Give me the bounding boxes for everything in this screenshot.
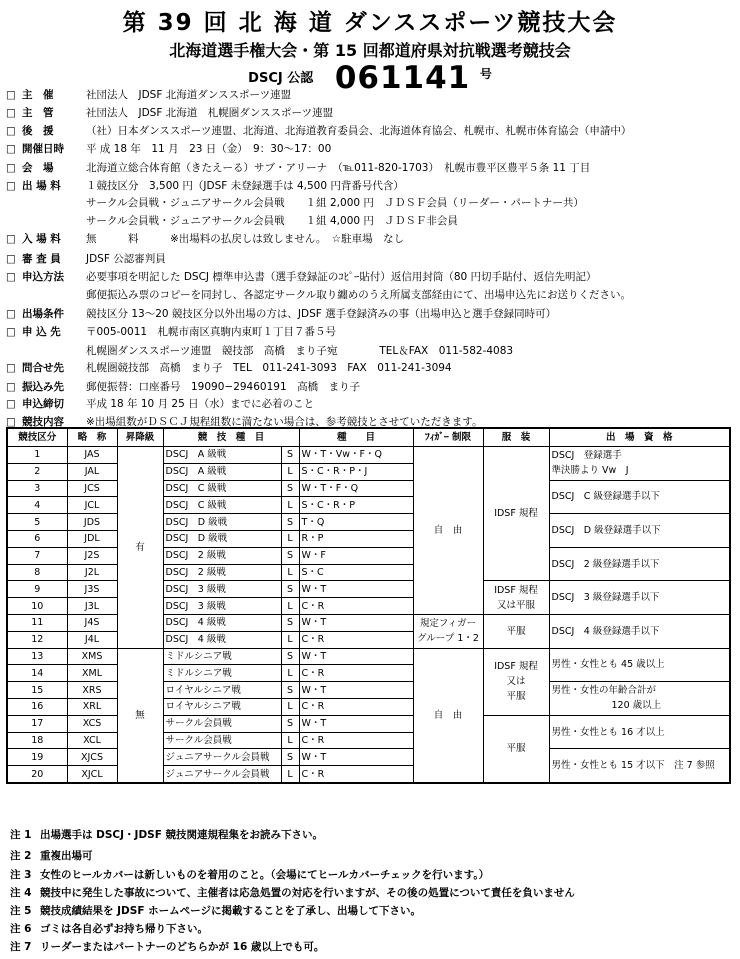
cell-abbr: J2L <box>67 564 117 581</box>
info-value: JDSF 公認審判員 <box>86 253 166 265</box>
cell-qualification <box>549 715 730 749</box>
info-line <box>6 159 734 177</box>
cell-style: L <box>281 530 299 547</box>
cert-label: DSCJ 公認 <box>248 71 314 86</box>
cell-no: 18 <box>7 732 67 749</box>
cell-event: ジュニアサークル会員戦 <box>163 749 281 766</box>
cell-no: 20 <box>7 766 67 783</box>
info-value: 北海道立総合体育館（きたえーる）サブ・アリーナ （℡011-820-1703） 札幌市豊平区豊平５条 11 丁目 <box>86 162 591 174</box>
note-text: 重複出場可 <box>40 850 93 862</box>
cell-line: DSCJ 登録選手 <box>551 450 622 462</box>
info-value: 札幌圏競技部 高橋 まり子 TEL 011-241-3093 FAX 011-241-3094 <box>86 362 452 374</box>
info-value: 郵便振替：口座番号 19090−29460191 高橋 まり子 <box>86 381 361 393</box>
cell-style: L <box>281 732 299 749</box>
cell-dress <box>483 614 549 648</box>
checkbox-bullet-icon: □ <box>6 362 16 374</box>
cell-style: L <box>281 497 299 514</box>
info-label: 問合せ先 <box>22 362 64 374</box>
table-row <box>7 648 730 665</box>
info-value: １競技区分 3,500 円（JDSF 未登録選手は 4,500 円背番号代含） <box>86 180 404 192</box>
cell-no: 19 <box>7 749 67 766</box>
cell-line: 男性・女性の年齢合計が <box>551 685 657 697</box>
checkbox-bullet-icon: □ <box>6 143 16 155</box>
info-value: ※出場組数がＤＳＣＪ規程組数に満たない場合は、参考競技とさせていただきます。 <box>86 416 483 428</box>
info-label: 申 込 先 <box>22 326 61 338</box>
cell-event: ミドルシニア戦 <box>163 665 281 682</box>
cell-dances: W・T・Vw・F・Q <box>299 447 413 464</box>
cell-no: 12 <box>7 631 67 648</box>
page-subtitle: 北海道選手権大会・第 15 回都道府県対抗戦選考競技会 <box>169 41 571 60</box>
info-value: 平成 18 年 10 月 25 日（水）までに必着のこと <box>86 398 315 410</box>
table-row <box>7 749 730 766</box>
cell-event: ジュニアサークル会員戦 <box>163 766 281 783</box>
cell-dances: W・T <box>299 614 413 631</box>
cell-dances: C・R <box>299 766 413 783</box>
info-value: サークル会員戦・ジュニアサークル会員戦 １組 2,000 円 ＪＤＳＦ会員（リーダー・パートナー共） <box>86 197 584 209</box>
cell-qualification <box>549 447 730 481</box>
cell-no: 8 <box>7 564 67 581</box>
info-line <box>6 104 734 122</box>
cell-dances: R・P <box>299 530 413 547</box>
cell-line: 自 由 <box>433 524 463 536</box>
cell-dances: C・R <box>299 631 413 648</box>
cell-abbr: JCL <box>67 497 117 514</box>
cell-no: 15 <box>7 682 67 699</box>
info-label: 会 場 <box>22 162 54 174</box>
cell-style: S <box>281 581 299 598</box>
note-text: 競技成績結果を JDSF ホームページに掲載することを了承し、出場して下さい。 <box>40 905 421 917</box>
note-text: ゴミは各自必ずお持ち帰り下さい。 <box>40 923 208 935</box>
table-row <box>7 547 730 564</box>
checkbox-bullet-icon: □ <box>6 253 16 265</box>
cell-line: 又は <box>506 676 526 688</box>
note-line <box>10 902 730 921</box>
checkbox-bullet-icon: □ <box>6 233 16 245</box>
cell-event: ロイヤルシニア戦 <box>163 682 281 699</box>
cell-line: DSCJ C 級登録選手以下 <box>551 491 660 503</box>
header-event: 競 技 種 目 <box>163 428 299 447</box>
cell-style: L <box>281 698 299 715</box>
info-label: 振込み先 <box>22 381 64 393</box>
note-text: 女性のヒールカバーは新しいものを着用のこと。（会場にてヒールカバーチェックを行います。） <box>40 869 490 881</box>
cell-line: IDSF 規程 <box>494 661 538 673</box>
cell-line: IDSF 規程 <box>494 508 538 520</box>
cell-line: 自 由 <box>433 709 463 721</box>
note-label: 注 2 <box>10 850 32 862</box>
note-line <box>10 938 730 957</box>
table-row <box>7 514 730 531</box>
cell-abbr: J4S <box>67 614 117 631</box>
header-dress: 服 装 <box>483 428 549 447</box>
note-label: 注 1 <box>10 829 32 841</box>
cell-no: 1 <box>7 447 67 464</box>
cell-style: S <box>281 749 299 766</box>
checkbox-bullet-icon: □ <box>6 416 16 428</box>
cell-style: S <box>281 480 299 497</box>
table-header-row <box>7 428 730 447</box>
info-line <box>6 177 734 195</box>
cell-style: L <box>281 631 299 648</box>
info-line <box>6 230 734 248</box>
cell-line: 男性・女性とも 16 才以上 <box>551 726 665 738</box>
cell-event: DSCJ 3 級戦 <box>163 581 281 598</box>
cell-line: 平服 <box>506 625 526 637</box>
cell-dances: S・C・R・P・J <box>299 463 413 480</box>
checkbox-bullet-icon: □ <box>6 271 16 283</box>
info-line <box>6 286 734 304</box>
cell-line: DSCJ 3 級登録選手以下 <box>551 592 660 604</box>
checkbox-bullet-icon: □ <box>6 398 16 410</box>
cell-style: L <box>281 665 299 682</box>
note-label: 注 6 <box>10 923 32 935</box>
info-label: 出 場 料 <box>22 180 61 192</box>
cell-style: L <box>281 766 299 783</box>
cell-abbr: J4L <box>67 631 117 648</box>
header-promotion: 昇降級 <box>117 428 163 447</box>
note-line <box>10 920 730 939</box>
info-value: サークル会員戦・ジュニアサークル会員戦 １組 4,000 円 ＪＤＳＦ非会員 <box>86 215 458 227</box>
cell-line: DSCJ 4 級登録選手以下 <box>551 625 660 637</box>
cell-dances: C・R <box>299 698 413 715</box>
info-line <box>6 268 734 286</box>
table-row <box>7 614 730 631</box>
checkbox-bullet-icon: □ <box>6 125 16 137</box>
cert-suffix: 号 <box>479 67 492 81</box>
cell-abbr: JDS <box>67 514 117 531</box>
cell-dress <box>483 648 549 715</box>
info-line <box>6 342 734 360</box>
cell-figure <box>413 614 483 648</box>
cell-dances: C・R <box>299 598 413 615</box>
cell-qualification <box>549 749 730 783</box>
info-line <box>6 359 734 377</box>
cell-dances: W・T <box>299 648 413 665</box>
cell-abbr: XCL <box>67 732 117 749</box>
cell-dances: S・C・R・P <box>299 497 413 514</box>
cell-line: グループ 1・2 <box>417 633 479 645</box>
cell-abbr: J3S <box>67 581 117 598</box>
cell-no: 13 <box>7 648 67 665</box>
note-line <box>10 866 730 885</box>
info-value: 平 成 18 年 11 月 23 日（金） 9：30〜17：00 <box>86 143 332 155</box>
cell-no: 10 <box>7 598 67 615</box>
info-label: 入 場 料 <box>22 233 61 245</box>
info-line <box>6 122 734 140</box>
table-row <box>7 480 730 497</box>
cell-event: ロイヤルシニア戦 <box>163 698 281 715</box>
cell-event: サークル会員戦 <box>163 732 281 749</box>
checkbox-bullet-icon: □ <box>6 180 16 192</box>
info-line <box>6 194 734 212</box>
note-label: 注 7 <box>10 941 32 953</box>
checkbox-bullet-icon: □ <box>6 381 16 393</box>
table-row <box>7 682 730 699</box>
cell-dances: W・F <box>299 547 413 564</box>
cell-no: 7 <box>7 547 67 564</box>
cell-style: S <box>281 514 299 531</box>
checkbox-bullet-icon: □ <box>6 308 16 320</box>
note-text: 競技中に発生した事故について、主催者は応急処置の対応を行いますが、その後の処置について責任を負いません <box>40 887 575 899</box>
cell-figure <box>413 447 483 615</box>
cell-style: S <box>281 447 299 464</box>
cell-dances: W・T <box>299 749 413 766</box>
cell-no: 5 <box>7 514 67 531</box>
cell-promotion: 有 <box>117 447 163 649</box>
info-label: 主 催 <box>22 89 54 101</box>
cell-event: DSCJ C 級戦 <box>163 497 281 514</box>
checkbox-bullet-icon: □ <box>6 162 16 174</box>
cell-no: 14 <box>7 665 67 682</box>
checkbox-bullet-icon: □ <box>6 326 16 338</box>
cell-promotion: 無 <box>117 648 163 783</box>
cell-no: 3 <box>7 480 67 497</box>
info-label: 申込方法 <box>22 271 64 283</box>
cell-event: ミドルシニア戦 <box>163 648 281 665</box>
cert-number: 061141 <box>334 60 471 96</box>
cell-event: DSCJ 2 級戦 <box>163 564 281 581</box>
table-row <box>7 715 730 732</box>
cell-dances: W・T <box>299 715 413 732</box>
info-line <box>6 86 734 104</box>
cell-no: 17 <box>7 715 67 732</box>
info-value: 札幌圏ダンススポーツ連盟 競技部 高橋 まり子宛 TEL＆FAX 011-582-4083 <box>86 345 514 357</box>
checkbox-bullet-icon: □ <box>6 89 16 101</box>
cell-no: 11 <box>7 614 67 631</box>
note-text: 出場選手は DSCJ・JDSF 競技関連規程集をお読み下さい。 <box>40 829 324 841</box>
cell-style: S <box>281 715 299 732</box>
note-line <box>10 884 730 903</box>
info-line <box>6 305 734 323</box>
cell-abbr: J3L <box>67 598 117 615</box>
note-label: 注 3 <box>10 869 32 881</box>
cell-dress <box>483 581 549 615</box>
info-line <box>6 250 734 268</box>
cell-event: DSCJ A 級戦 <box>163 447 281 464</box>
cell-line: 男性・女性とも 15 才以下 注 7 参照 <box>551 760 715 772</box>
cell-abbr: XMS <box>67 648 117 665</box>
cell-line: 平服 <box>506 691 526 703</box>
info-value: （社）日本ダンススポーツ連盟、北海道、北海道教育委員会、北海道体育協会、札幌市、札幌市体育協会（申請中） <box>86 125 632 137</box>
cell-dress <box>483 447 549 581</box>
competition-table <box>6 427 731 784</box>
cell-line: 120 歳以上 <box>611 700 662 712</box>
cell-style: S <box>281 682 299 699</box>
info-label: 申込締切 <box>22 398 64 410</box>
cell-line: DSCJ 2 級登録選手以下 <box>551 558 660 570</box>
header-dances: 種 目 <box>299 428 413 447</box>
info-value: 無 料 ※出場料の払戻しは致しません。 ☆駐車場 なし <box>86 233 405 245</box>
cell-dress <box>483 715 549 783</box>
cell-line: IDSF 規程 <box>494 584 538 596</box>
info-value: 必要事項を明記した DSCJ 標準申込書（選手登録証のｺﾋﾟｰ貼付）返信用封筒（80 円切手貼付、返信先明記） <box>86 271 597 283</box>
cell-event: DSCJ 4 級戦 <box>163 631 281 648</box>
table-row <box>7 581 730 598</box>
cell-event: DSCJ D 級戦 <box>163 514 281 531</box>
cell-no: 16 <box>7 698 67 715</box>
cell-dances: C・R <box>299 665 413 682</box>
cell-line: 又は平服 <box>497 599 536 611</box>
cell-abbr: JDL <box>67 530 117 547</box>
note-line <box>10 826 730 845</box>
cell-line: DSCJ D 級登録選手以下 <box>551 524 661 536</box>
info-value: 郵便振込み票のコピーを同封し、各認定サークル取り纏めのうえ所属支部経由にて、出場申込先にお送りください。 <box>86 289 632 301</box>
cell-qualification <box>549 614 730 648</box>
info-label: 審 査 員 <box>22 253 61 265</box>
cell-abbr: JAS <box>67 447 117 464</box>
cell-dances: W・T・F・Q <box>299 480 413 497</box>
cell-qualification <box>549 648 730 682</box>
cell-no: 6 <box>7 530 67 547</box>
header-figure: ﾌｨｶﾞｰ 制限 <box>413 428 483 447</box>
cell-no: 2 <box>7 463 67 480</box>
cell-qualification <box>549 682 730 716</box>
info-label: 主 管 <box>22 107 54 119</box>
info-label: 競技内容 <box>22 416 64 428</box>
cell-abbr: XJCL <box>67 766 117 783</box>
cell-style: S <box>281 614 299 631</box>
info-line <box>6 212 734 230</box>
cell-abbr: XJCS <box>67 749 117 766</box>
checkbox-bullet-icon: □ <box>6 107 16 119</box>
info-label: 開催日時 <box>22 143 64 155</box>
info-label: 出場条件 <box>22 308 64 320</box>
table-row <box>7 447 730 464</box>
info-line <box>6 140 734 158</box>
info-value: 社団法人 JDSF 北海道 札幌圏ダンススポーツ連盟 <box>86 107 334 119</box>
cell-event: DSCJ 2 級戦 <box>163 547 281 564</box>
cell-style: L <box>281 598 299 615</box>
cell-event: DSCJ A 級戦 <box>163 463 281 480</box>
header-qualification: 出 場 資 格 <box>549 428 730 447</box>
info-value: 社団法人 JDSF 北海道ダンススポーツ連盟 <box>86 89 292 101</box>
cell-line: 平服 <box>506 743 526 755</box>
cell-line: 準決勝より Vw J <box>551 465 629 477</box>
cell-line: 男性・女性とも 45 歳以上 <box>551 659 665 671</box>
cell-qualification <box>549 514 730 548</box>
header-no: 競技区分 <box>7 428 67 447</box>
cell-event: DSCJ 4 級戦 <box>163 614 281 631</box>
cell-event: DSCJ D 級戦 <box>163 530 281 547</box>
cell-abbr: XRL <box>67 698 117 715</box>
cell-qualification <box>549 547 730 581</box>
cell-dances: C・R <box>299 732 413 749</box>
cell-no: 4 <box>7 497 67 514</box>
info-label: 後 援 <box>22 125 54 137</box>
info-value: 競技区分 13〜20 競技区分以外出場の方は、JDSF 選手登録済みの事（出場申込と選手登録同時可） <box>86 308 557 320</box>
note-label: 注 5 <box>10 905 32 917</box>
note-line <box>10 847 730 866</box>
cell-event: サークル会員戦 <box>163 715 281 732</box>
cell-style: L <box>281 463 299 480</box>
cell-no: 9 <box>7 581 67 598</box>
cell-abbr: JAL <box>67 463 117 480</box>
cell-dances: S・C <box>299 564 413 581</box>
cell-style: S <box>281 547 299 564</box>
cell-dances: T・Q <box>299 514 413 531</box>
cell-qualification <box>549 581 730 615</box>
note-label: 注 4 <box>10 887 32 899</box>
cell-qualification <box>549 480 730 514</box>
cell-abbr: XCS <box>67 715 117 732</box>
cell-dances: W・T <box>299 682 413 699</box>
cell-abbr: XRS <box>67 682 117 699</box>
cell-abbr: J2S <box>67 547 117 564</box>
header-abbr: 略 称 <box>67 428 117 447</box>
cell-event: DSCJ C 級戦 <box>163 480 281 497</box>
cell-abbr: XML <box>67 665 117 682</box>
info-line <box>6 378 734 396</box>
cell-abbr: JCS <box>67 480 117 497</box>
info-value: 〒005-0011 札幌市南区真駒内東町１丁目７番５号 <box>86 326 337 338</box>
cell-dances: W・T <box>299 581 413 598</box>
cell-line: 規定フィガー <box>419 618 477 630</box>
page-title: 第 39 回 北 海 道 ダンススポーツ競技大会 <box>122 10 618 36</box>
info-line <box>6 323 734 341</box>
cell-style: S <box>281 648 299 665</box>
info-line <box>6 395 734 413</box>
note-text: リーダーまたはパートナーのどちらかが 16 歳以上でも可。 <box>40 941 325 953</box>
cell-figure <box>413 648 483 783</box>
cell-event: DSCJ 3 級戦 <box>163 598 281 615</box>
cell-style: L <box>281 564 299 581</box>
